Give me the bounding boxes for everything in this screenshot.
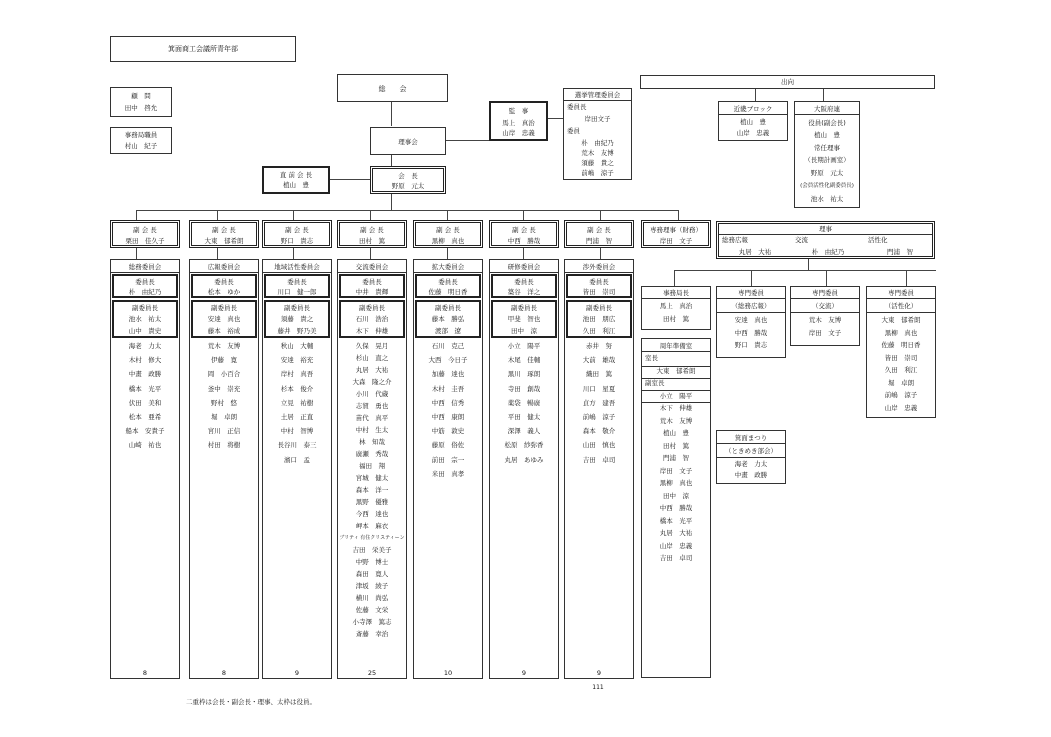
member-name: 藤原 俗佐 [431, 441, 465, 450]
prep-role: 副室長 [645, 379, 665, 387]
member-name: ブリティ 有住クリスティーン [339, 535, 405, 541]
member-name: 中畫 政勝 [128, 370, 162, 379]
prep-member: 黒柳 真也 [659, 479, 693, 487]
chair-name: 中井 貴輝 [355, 288, 389, 296]
member-name: 森本 洋一 [355, 486, 389, 494]
executive-director-box: 専務理事（財務） 岸田 文子 [641, 220, 711, 248]
past-president-box: 直 前 会 長 植山 豊 [262, 166, 330, 194]
special-sub: （交流） [812, 302, 838, 310]
president-box: 会 長 野原 元太 [370, 166, 446, 194]
chair-box [491, 274, 557, 298]
vice-chair-label: 副委員長 [359, 304, 385, 312]
connector [823, 88, 824, 102]
connector [600, 210, 601, 220]
connector [447, 247, 448, 259]
member-name: 久保 晃月 [355, 342, 389, 350]
vp-label: 副 会 長 [512, 226, 536, 234]
member-name: 今西 達也 [355, 510, 389, 518]
directors-box: 理事 総務広報 丸居 大祐 交流 朴 由紀乃 活性化 門浦 智 [716, 221, 935, 259]
member-name: 赤井 努 [586, 342, 612, 350]
member-name: 加藤 達也 [431, 370, 465, 379]
member-name: 前田 宗一 [431, 455, 465, 464]
connector [447, 210, 448, 220]
vp-name: 黒柳 真也 [431, 237, 465, 245]
special-member: 中西 勝哉 [734, 328, 768, 337]
chair-label: 委員長 [287, 278, 307, 286]
committee-box [564, 259, 634, 679]
special-committee-box [716, 286, 786, 358]
member-name: 大前 雄哉 [582, 356, 616, 365]
connector [547, 118, 563, 119]
vice-chair-label: 副委員長 [132, 304, 158, 312]
vice-chair-box [491, 300, 557, 338]
vp-label: 副 会 長 [285, 226, 309, 234]
member-name: 野村 悠 [211, 398, 237, 407]
member-name: 木尾 佳輔 [507, 356, 541, 365]
member-name: 森本 敬介 [582, 427, 616, 436]
vp-name: 野口 貴志 [280, 237, 314, 245]
vice-chair-name: 藤井 野乃美 [277, 327, 317, 335]
special-member: 黒柳 真也 [884, 328, 918, 337]
vice-president-box [189, 220, 259, 248]
member-name: 松本 亜希 [128, 413, 162, 421]
committee-box [110, 259, 180, 679]
member-count: 8 [221, 669, 227, 677]
member-name: 安達 裕充 [280, 356, 314, 365]
connector [751, 270, 752, 286]
member-name: 中野 博士 [355, 558, 389, 566]
prep-member: 吉田 卓司 [659, 554, 693, 562]
vice-chair-box [339, 300, 405, 338]
member-count: 8 [142, 669, 148, 677]
vice-chair-name: 池田 朋広 [582, 315, 616, 323]
anniversary-prep-box: 周年準備室 室長 大東 郁希朗 副室長 小立 陽平 木下 伸雄 荒木 友博 植山 豊 田村 篤 門浦 智 岸田 文子 黒柳 真也 田中 涼 中西 勝哉 橋本 光平 丸居 大祐 山岸 忠義 吉田 卓司 [641, 338, 711, 678]
vp-label: 副 会 長 [587, 226, 611, 234]
connector [293, 210, 294, 220]
committee-name: 拡大委員会 [431, 263, 465, 271]
committee-name: 広報委員会 [207, 263, 241, 271]
prep-member: 植山 豊 [663, 429, 689, 437]
member-name: 丸居 大祐 [355, 366, 389, 374]
member-name: 吉田 卓司 [582, 455, 616, 464]
vice-chair-name: 木下 伸雄 [355, 327, 389, 335]
member-name: 丸居 あゆみ [504, 455, 544, 464]
member-count: 9 [596, 669, 602, 677]
connector [755, 88, 756, 102]
connector [523, 247, 524, 259]
member-name: 岬本 麻衣 [355, 522, 389, 530]
committee-name: 交流委員会 [355, 263, 389, 271]
connector [136, 247, 137, 259]
vice-president-box [489, 220, 559, 248]
member-name: 平田 健太 [507, 413, 541, 421]
vice-chair-name: 甲斐 智也 [507, 315, 541, 323]
vice-chair-label: 副委員長 [211, 304, 237, 312]
prep-member: 丸居 大祐 [659, 529, 693, 537]
chair-label: 委員長 [214, 278, 234, 286]
chair-name: 皆田 崇司 [582, 288, 616, 296]
connector [391, 101, 392, 126]
chair-name: 松本 ゆか [207, 288, 241, 296]
prep-member: 小立 陽平 [659, 391, 693, 400]
member-count: 10 [443, 669, 453, 677]
chair-box [566, 274, 632, 298]
vice-chair-label: 副委員長 [284, 304, 310, 312]
connector [391, 193, 392, 210]
member-name: 荒木 友博 [207, 342, 241, 350]
member-name: 志賀 勇也 [355, 402, 389, 410]
committee-name: 地域活性委員会 [274, 263, 320, 271]
member-name: 山田 慎也 [582, 441, 616, 450]
member-name: 黒野 優雅 [355, 498, 389, 506]
vice-president-box [413, 220, 483, 248]
special-member: 荒木 友博 [808, 316, 842, 324]
member-name: 中西 康朗 [431, 413, 465, 421]
general-meeting-box: 総 会 [337, 74, 448, 102]
special-member: 山岸 忠義 [884, 403, 918, 412]
member-name: 薬袋 暢廣 [507, 398, 541, 407]
vp-name: 門浦 智 [586, 237, 612, 245]
member-name: 濱口 孟 [284, 455, 310, 464]
connector [217, 210, 218, 220]
vp-name: 中西 勝哉 [507, 237, 541, 245]
connector [523, 210, 524, 220]
vice-chair-name: 須藤 貴之 [280, 315, 314, 323]
connector [293, 247, 294, 259]
member-name: 米田 真孝 [431, 469, 465, 478]
connector [678, 210, 679, 220]
member-name: 斎藤 幸治 [355, 630, 389, 638]
connector [370, 247, 371, 259]
chair-label: 委員長 [362, 278, 382, 286]
member-name: 土居 正直 [280, 413, 314, 421]
connector [136, 210, 137, 220]
vice-chair-box [191, 300, 257, 338]
committee-box [337, 259, 407, 679]
chair-box [339, 274, 405, 298]
connector [370, 210, 371, 220]
vice-chair-name: 池水 祐太 [128, 315, 162, 323]
vp-label: 副 会 長 [133, 226, 157, 234]
member-name: 小立 陽平 [507, 342, 541, 350]
connector [445, 140, 490, 141]
connector [808, 258, 809, 270]
vp-name: 大東 郁希朗 [204, 237, 244, 245]
special-sub: （活性化） [884, 302, 918, 310]
member-count: 9 [294, 669, 300, 677]
member-name: 福田 翔 [359, 462, 385, 470]
chair-name: 佐藤 明日香 [428, 288, 468, 296]
osaka-federation-box: 大阪府連 役員(副会長) 植山 豊 常任理事 （長期計画室） 野原 元太 (会員活性化副委員長) 池水 祐太 [794, 101, 860, 208]
member-name: 黒川 琢朗 [507, 370, 541, 379]
special-member: 皆田 崇司 [884, 353, 918, 362]
prep-member: 田中 涼 [663, 491, 689, 500]
member-name: 村田 将樹 [207, 441, 241, 450]
vice-chair-label: 副委員長 [511, 304, 537, 312]
member-name: 長谷川 泰三 [277, 441, 317, 450]
committee-box [413, 259, 483, 679]
vice-chair-name: 渡部 遼 [435, 327, 461, 335]
member-name: 杉本 俊介 [280, 384, 314, 393]
vice-chair-name: 藤本 勝弘 [431, 315, 465, 323]
chair-name: 築谷 洋之 [507, 288, 541, 296]
vice-president-box [262, 220, 332, 248]
dispatch-header: 出向 [640, 75, 935, 89]
chair-name: 朴 由紀乃 [128, 288, 162, 296]
vice-chair-box [566, 300, 632, 338]
special-name: 事務局長 [663, 289, 689, 297]
chair-label: 委員長 [438, 278, 458, 286]
vp-label: 副 会 長 [436, 226, 460, 234]
member-name: 杉山 直之 [355, 354, 389, 362]
secretary-box: 事務局職員 村山 紀子 [110, 127, 172, 154]
member-name: 寺田 創哉 [507, 384, 541, 393]
special-committee-box [641, 286, 711, 330]
festival-box: 箕面まつり （ときめき部会） 海老 力太 中畫 政勝 [716, 430, 786, 484]
committee-name: 研修委員会 [507, 263, 541, 271]
auditor-box: 監 事 馬上 真治 山岸 忠義 [489, 101, 548, 141]
special-sub: （総務広報） [731, 302, 771, 310]
special-member: 前嶋 涼子 [884, 391, 918, 399]
vice-chair-label: 副委員長 [586, 304, 612, 312]
special-member: 安達 真也 [734, 316, 768, 324]
member-name: 横川 尚弘 [355, 594, 389, 602]
member-count: 25 [367, 669, 377, 677]
prep-member: 門浦 智 [663, 454, 689, 462]
chair-box [415, 274, 481, 298]
member-name: 中村 智博 [280, 427, 314, 436]
member-name: 立見 祐樹 [280, 398, 314, 407]
vp-label: 副 会 長 [360, 226, 384, 234]
special-name: 専門委員 [812, 289, 838, 297]
member-count: 9 [521, 669, 527, 677]
vice-chair-name: 安達 真也 [207, 315, 241, 323]
prep-member: 中西 勝哉 [659, 504, 693, 512]
member-name: 中筋 敦史 [431, 427, 465, 436]
board-box: 理事会 [370, 127, 446, 155]
chair-name: 川口 健一郎 [277, 288, 317, 296]
committee-name: 総務委員会 [128, 263, 162, 271]
connector [600, 247, 601, 259]
prep-member: 山岸 忠義 [659, 541, 693, 550]
vice-chair-box [415, 300, 481, 338]
member-name: 岡 小百合 [207, 370, 241, 379]
special-member: 岸田 文子 [808, 328, 842, 337]
member-name: 津坂 綾子 [355, 582, 389, 590]
kinki-block-box: 近畿ブロック 植山 豊 山岸 忠義 [718, 101, 788, 141]
member-name: 山崎 祐也 [128, 441, 162, 450]
member-name: 貞方 建吾 [582, 398, 616, 407]
vp-name: 田村 篤 [359, 237, 385, 245]
member-name: 小川 代蔵 [355, 390, 389, 398]
special-member: 野口 貴志 [734, 341, 768, 349]
special-member: 馬上 真治 [659, 302, 693, 310]
vice-president-box [337, 220, 407, 248]
prep-member: 橋本 光平 [659, 516, 693, 525]
member-name: 木村 修大 [128, 356, 162, 365]
org-title: 箕面商工会議所青年部 [110, 36, 296, 62]
special-name: 専門委員 [738, 289, 764, 297]
member-name: 大西 今日子 [428, 356, 468, 365]
vice-chair-name: 石川 浩治 [355, 315, 389, 323]
member-name: 秋山 大輔 [280, 342, 314, 350]
prep-member: 荒木 友博 [659, 416, 693, 425]
chair-box [191, 274, 257, 298]
member-name: 伊藤 寛 [211, 356, 237, 365]
committee-box [489, 259, 559, 679]
chair-box [264, 274, 330, 298]
committee-name: 渉外委員会 [582, 263, 616, 271]
member-name: 石川 克己 [431, 342, 465, 350]
vice-chair-name: 山中 貴史 [128, 327, 162, 335]
member-name: 宮川 正信 [207, 427, 241, 436]
vice-chair-name: 藤本 裕成 [207, 327, 241, 335]
prep-member: 木下 伸雄 [659, 404, 693, 412]
vice-chair-box [112, 300, 178, 338]
member-name: 森田 寛人 [355, 570, 389, 578]
vice-chair-name: 久田 利江 [582, 327, 616, 335]
chair-box [112, 274, 178, 298]
vice-chair-name: 田中 涼 [511, 327, 537, 335]
member-name: 林 知哉 [359, 438, 385, 446]
chair-label: 委員長 [135, 278, 155, 286]
member-name: 岸村 真吾 [280, 370, 314, 379]
special-member: 大東 郁希朗 [881, 316, 921, 324]
prep-member: 岸田 文子 [659, 466, 693, 475]
member-name: 深澤 義人 [507, 427, 541, 436]
connector [329, 179, 371, 180]
footnote: 二重枠は会長・副会長・理事、太枠は役員。 [186, 698, 316, 706]
member-name: 中村 生太 [355, 426, 389, 434]
chair-label: 委員長 [589, 278, 609, 286]
member-name: 苗代 真平 [355, 414, 389, 422]
member-name: 中西 信秀 [431, 398, 465, 407]
member-name: 小寺澤 篤志 [352, 618, 392, 626]
committee-box [262, 259, 332, 679]
committee-box [189, 259, 259, 679]
member-name: 松原 紗弥香 [504, 441, 544, 450]
special-member: 久田 利江 [884, 366, 918, 374]
member-name: 大森 隆之介 [352, 378, 392, 386]
member-name: 佐藤 文栄 [355, 606, 389, 614]
member-name: 宮城 健太 [355, 474, 389, 482]
member-name: 橋本 光平 [128, 384, 162, 393]
member-name: 川口 星夏 [582, 384, 616, 393]
vice-president-box [110, 220, 180, 248]
connector [674, 270, 675, 286]
election-committee-box: 選挙管理委員会 委員長 岸田文子 委員 朴 由紀乃 荒木 友博 須藤 貴之 前嶋 涼子 [563, 88, 632, 180]
member-name: 織田 篤 [586, 370, 612, 379]
prep-member: 田村 篤 [663, 441, 689, 450]
member-name: 前嶋 涼子 [582, 413, 616, 421]
member-name: 吉田 栄美子 [352, 546, 392, 554]
member-name: 廣瀬 秀哉 [355, 450, 389, 458]
advisor-box: 顧 問 田中 啓允 [110, 87, 172, 117]
total-count: 111 [592, 684, 604, 691]
vice-chair-box [264, 300, 330, 338]
chair-label: 委員長 [514, 278, 534, 286]
member-name: 釜中 崇充 [207, 384, 241, 393]
vice-president-box [564, 220, 634, 248]
special-committee-box [790, 286, 860, 346]
vice-chair-label: 副委員長 [435, 304, 461, 312]
special-name: 専門委員 [888, 289, 914, 297]
member-name: 木村 圭吾 [431, 384, 465, 393]
connector [217, 247, 218, 259]
connector [906, 270, 907, 286]
connector [674, 270, 936, 271]
member-name: 堀 卓朗 [211, 413, 237, 421]
member-name: 船本 安貴子 [125, 427, 165, 436]
vp-label: 副 会 長 [212, 226, 236, 234]
special-member: 堀 卓朗 [888, 378, 914, 387]
member-name: 海老 力太 [128, 342, 162, 350]
vp-name: 栗田 佳久子 [125, 237, 165, 245]
member-name: 伏田 美和 [128, 398, 162, 407]
prep-role: 室長 [645, 354, 658, 362]
special-member: 田村 篤 [663, 314, 689, 323]
special-committee-box [866, 286, 936, 418]
special-member: 佐藤 明日香 [881, 341, 921, 349]
connector [826, 270, 827, 286]
prep-member: 大東 郁希朗 [656, 366, 696, 375]
